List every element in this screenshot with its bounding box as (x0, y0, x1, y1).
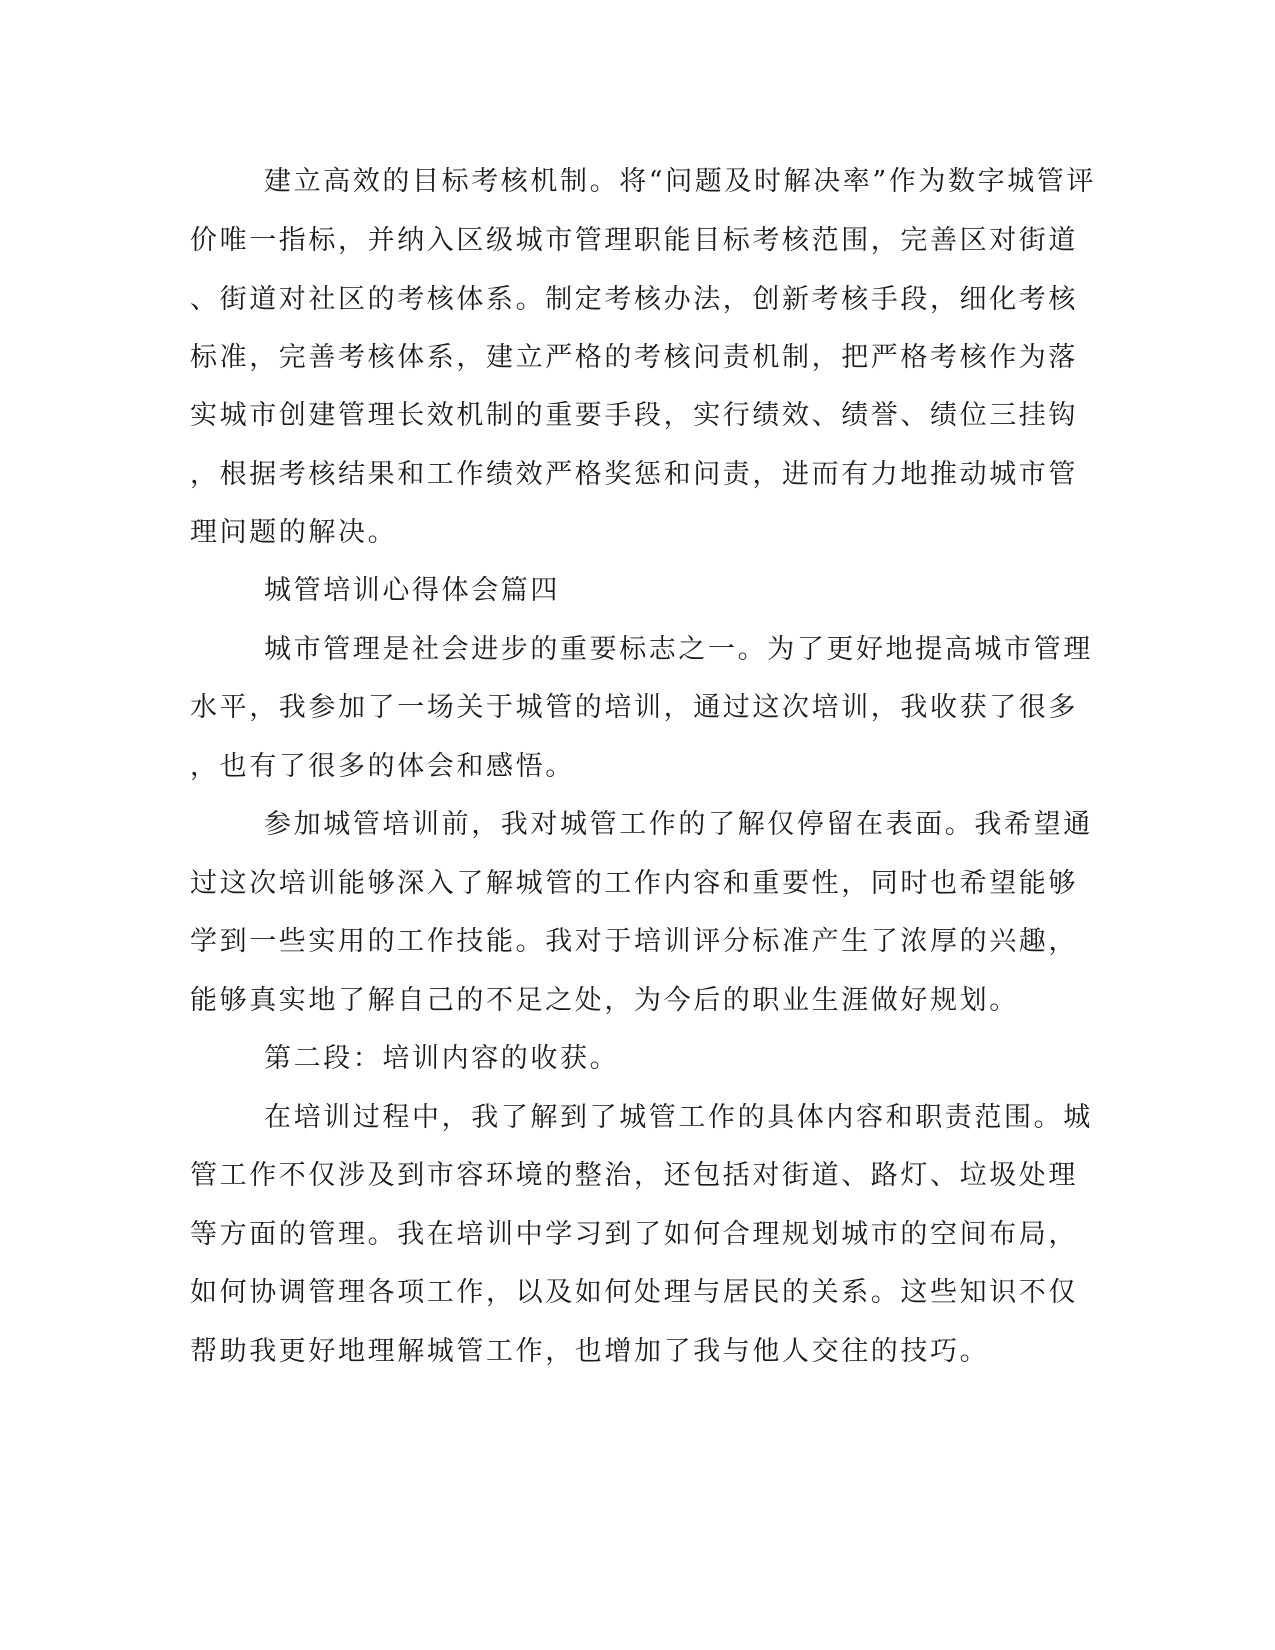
paragraph-line: ，也有了很多的体会和感悟。 (190, 751, 575, 782)
paragraph-line: 管工作不仅涉及到市容环境的整治，还包括对街道、路灯、垃圾处理 (190, 1160, 1078, 1191)
paragraph-line: 建立高效的目标考核机制。将“问题及时解决率”作为数字城管评 (264, 166, 1097, 197)
paragraph-line: 能够真实地了解自己的不足之处，为今后的职业生涯做好规划。 (190, 985, 1019, 1016)
paragraph-line: 参加城管培训前，我对城管工作的了解仅停留在表面。我希望通 (264, 809, 1093, 840)
paragraph-line: 过这次培训能够深入了解城管的工作内容和重要性，同时也希望能够 (190, 868, 1078, 899)
paragraph-line: ，根据考核结果和工作绩效严格奖惩和问责，进而有力地推动城市管 (190, 459, 1078, 490)
paragraph-line: 理问题的解决。 (190, 517, 398, 548)
paragraph-line: 价唯一指标，并纳入区级城市管理职能目标考核范围，完善区对街道 (190, 225, 1078, 256)
paragraph-line: 在培训过程中，我了解到了城管工作的具体内容和职责范围。城 (264, 1102, 1093, 1133)
paragraph-line: 城市管理是社会进步的重要标志之一。为了更好地提高城市管理 (264, 634, 1093, 665)
section-heading: 第二段：培训内容的收获。 (264, 1043, 620, 1074)
paragraph-line: 、街道对社区的考核体系。制定考核办法，创新考核手段，细化考核 (190, 284, 1078, 315)
section-heading: 城管培训心得体会篇四 (264, 575, 560, 606)
paragraph-line: 帮助我更好地理解城管工作，也增加了我与他人交往的技巧。 (190, 1336, 990, 1367)
paragraph-line: 如何协调管理各项工作，以及如何处理与居民的关系。这些知识不仅 (190, 1277, 1078, 1308)
paragraph-line: 标准，完善考核体系，建立严格的考核问责机制，把严格考核作为落 (190, 342, 1078, 373)
paragraph-line: 等方面的管理。我在培训中学习到了如何合理规划城市的空间布局， (190, 1219, 1078, 1250)
paragraph-line: 实城市创建管理长效机制的重要手段，实行绩效、绩誉、绩位三挂钩 (190, 400, 1078, 431)
paragraph-line: 水平，我参加了一场关于城管的培训，通过这次培训，我收获了很多 (190, 692, 1078, 723)
paragraph-line: 学到一些实用的工作技能。我对于培训评分标准产生了浓厚的兴趣， (190, 926, 1078, 957)
